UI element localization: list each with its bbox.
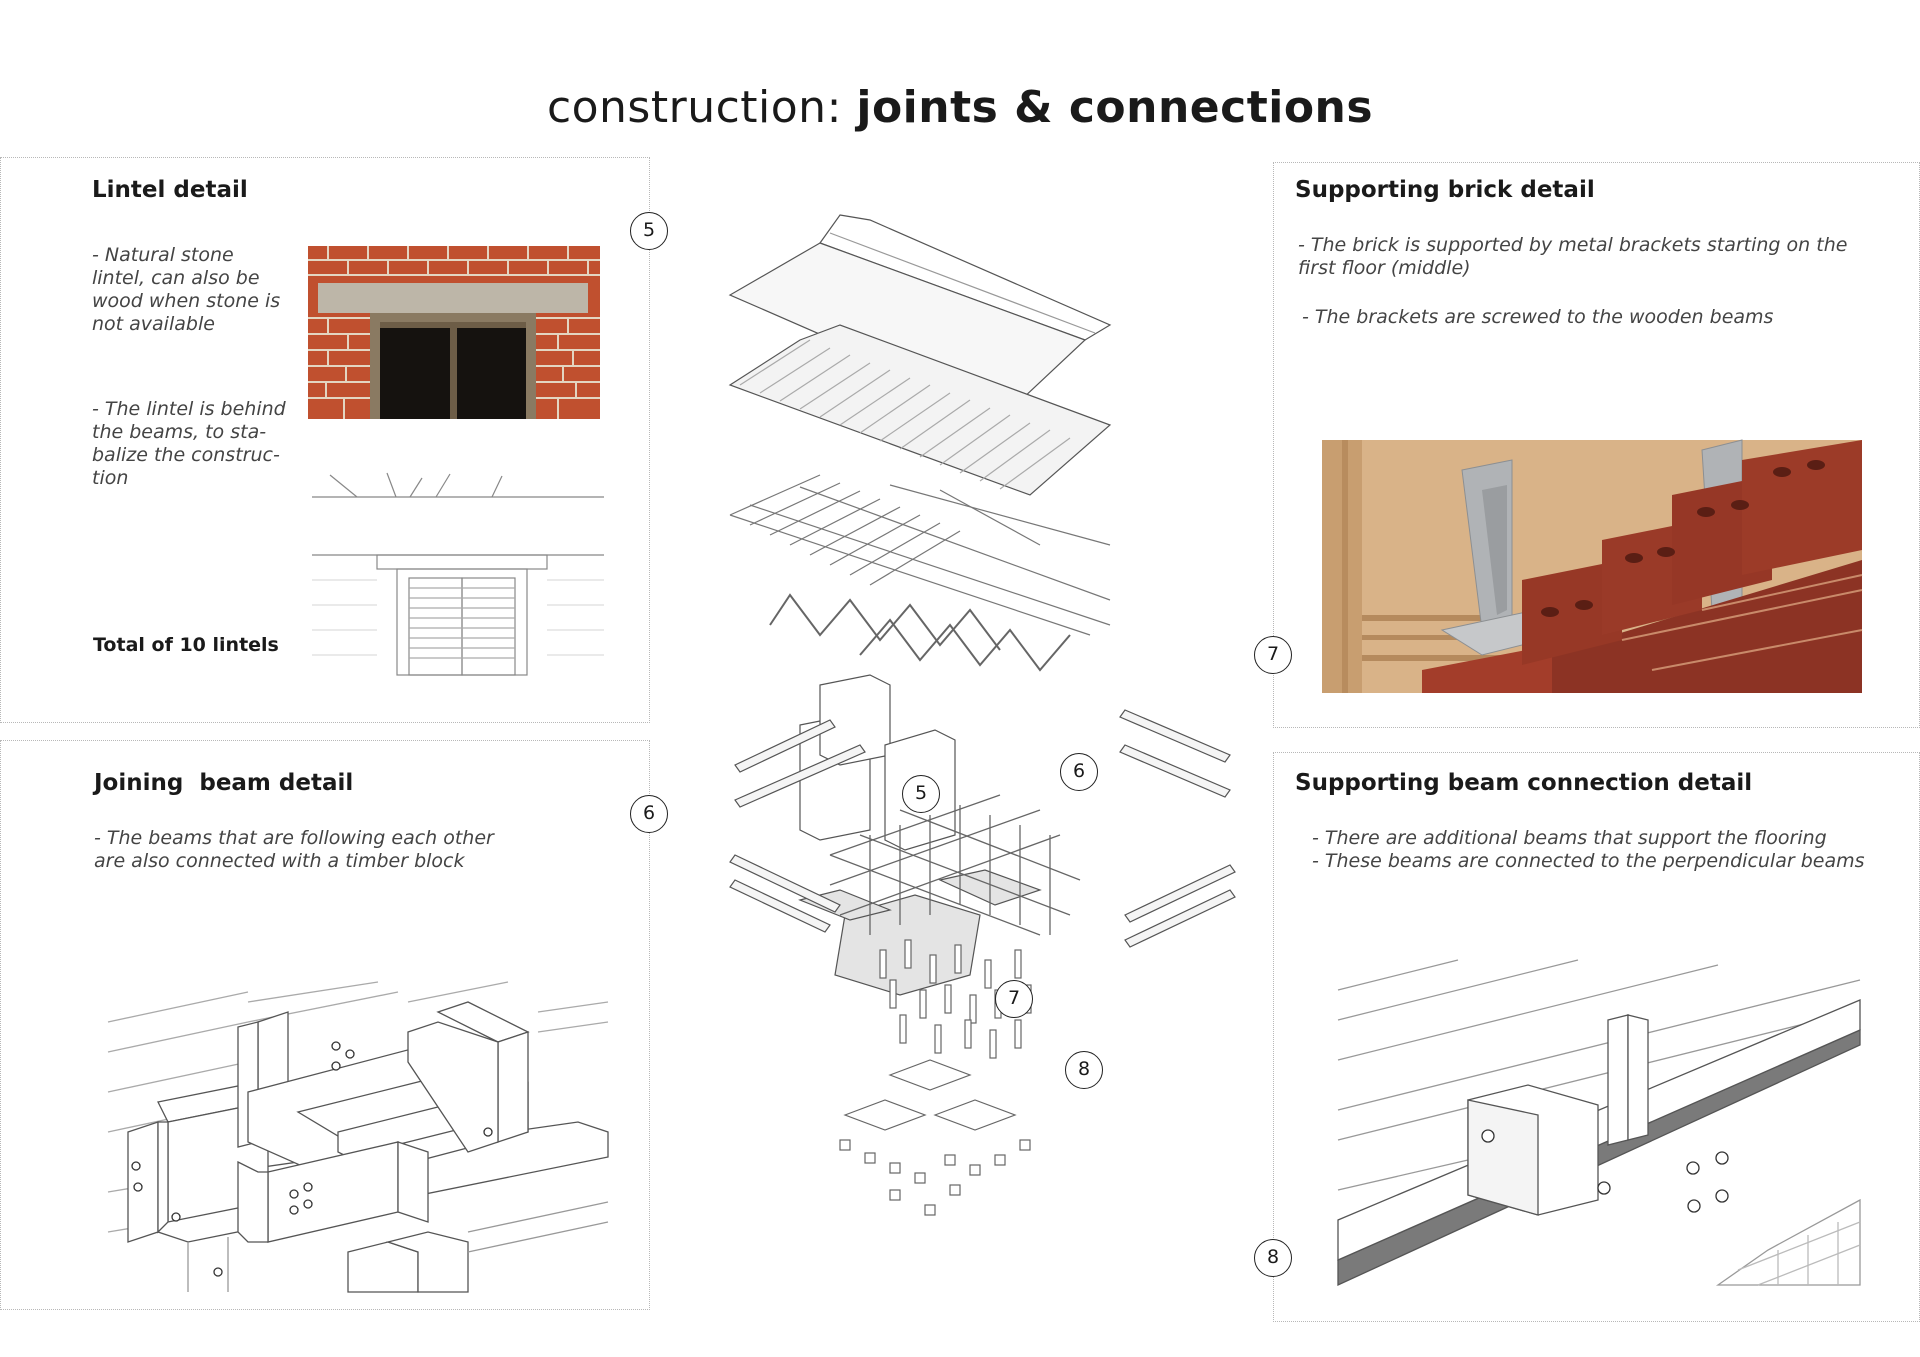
joining-heading: Joining beam detail — [94, 770, 354, 796]
lintel-heading: Lintel detail — [92, 177, 248, 203]
joining-marker: 6 — [630, 795, 668, 833]
brick-text-2: - The brackets are screwed to the wooden beams — [1302, 306, 1774, 328]
center-marker-7: 7 — [995, 980, 1033, 1018]
lintel-text-2: - The lintel is behind the beams, to sta- balize the construc- tion — [92, 398, 286, 489]
rafter-grid — [730, 475, 1110, 635]
lintel-text-1: - Natural stone lintel, can also be wood when stone is not available — [92, 244, 281, 335]
lintel-drawing — [312, 470, 604, 675]
beamconn-text: - There are additional beams that support the flooring - These beams are connected to the perpendicular beams — [1312, 827, 1865, 872]
brick-marker: 7 — [1254, 636, 1292, 674]
lintel-total: Total of 10 lintels — [93, 634, 279, 656]
beamconn-marker: 8 — [1254, 1239, 1292, 1277]
page-title — [0, 82, 1920, 133]
title-bold: joints & connections — [856, 82, 1374, 133]
center-marker-5: 5 — [902, 775, 940, 813]
brick-text-1: - The brick is supported by metal brackets starting on the first floor (middle) — [1298, 234, 1848, 279]
beamconn-heading: Supporting beam connection detail — [1295, 770, 1753, 796]
footings — [840, 1060, 1030, 1215]
beamconn-drawing — [1338, 960, 1860, 1285]
exploded-axonometric — [740, 215, 1200, 1305]
lintel-photo — [308, 246, 600, 419]
lintel-marker: 5 — [630, 212, 668, 250]
title-prefix: construction: — [546, 82, 857, 133]
joining-text: - The beams that are following each other are also connected with a timber block — [94, 827, 494, 872]
joining-drawing — [108, 982, 610, 1292]
brick-render — [1322, 440, 1862, 693]
brick-heading: Supporting brick detail — [1295, 177, 1595, 203]
center-marker-6: 6 — [1060, 753, 1098, 791]
center-marker-8: 8 — [1065, 1051, 1103, 1089]
truss-zigzag — [770, 595, 1000, 650]
